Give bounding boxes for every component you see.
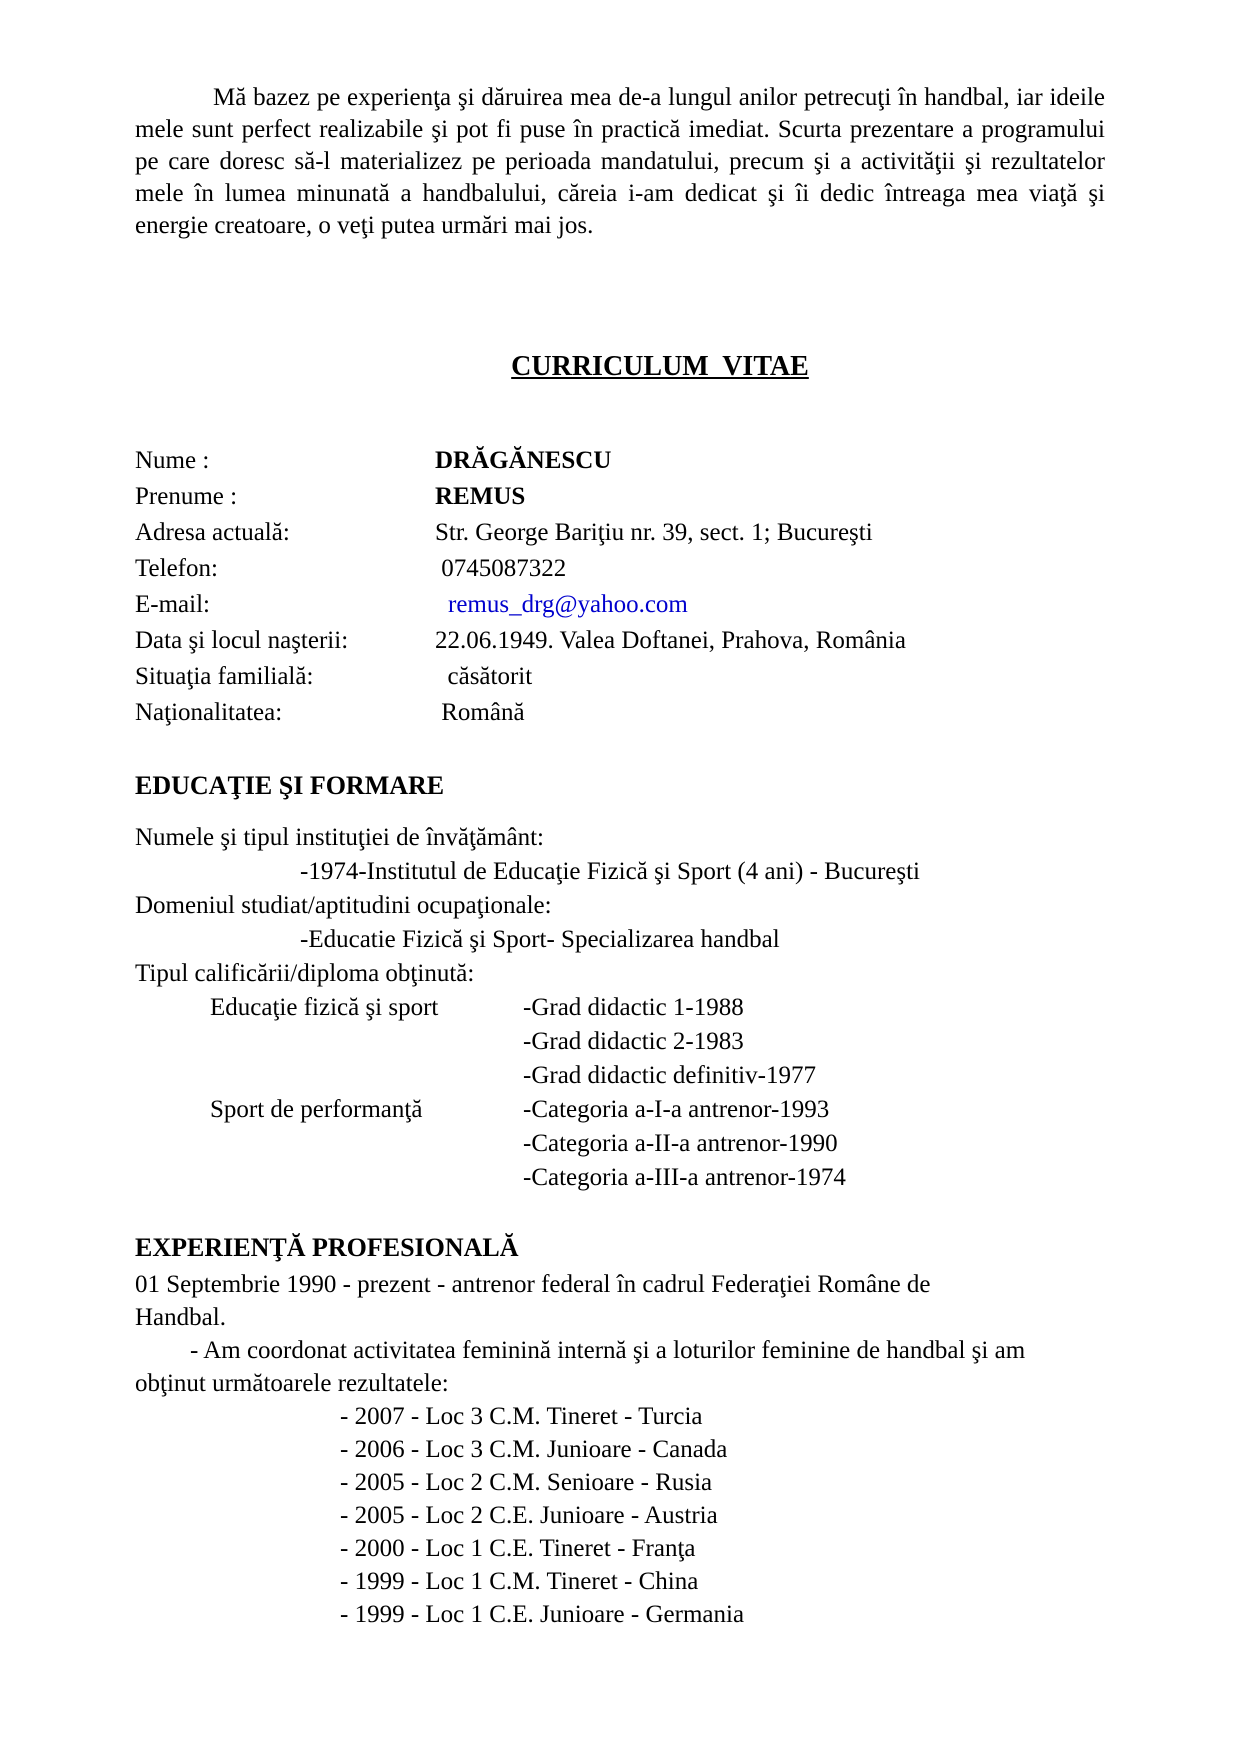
info-label-telefon: Telefon: [135, 555, 218, 582]
education-line-institution-label: Numele şi tipul instituţiei de învăţământ: [135, 824, 544, 851]
education-line-grad-1 [135, 991, 1105, 1025]
education-line-grad-2: -Grad didactic 2-1983 [523, 1028, 744, 1055]
info-value-nume: DRĂGĂNESCU [435, 447, 612, 474]
education-line-categoria-1 [135, 1093, 1105, 1127]
info-row-telefon [135, 551, 1105, 587]
info-value-email [435, 587, 688, 623]
info-label-familie: Situaţia familială: [135, 663, 314, 690]
result-item-2005-ce: - 2005 - Loc 2 C.E. Junioare - Austria [340, 1502, 718, 1529]
section-heading-education: EDUCAŢIE ŞI FORMARE [135, 771, 445, 800]
info-label-email: E-mail: [135, 591, 210, 618]
result-item-1999-ce: - 1999 - Loc 1 C.E. Junioare - Germania [340, 1601, 745, 1628]
info-value-nationalitate: Română [435, 699, 525, 726]
section-heading-experience: EXPERIENŢĂ PROFESIONALĂ [135, 1233, 519, 1262]
education-line-qualification-label: Tipul calificării/diploma obţinută: [135, 960, 475, 987]
result-item-2000: - 2000 - Loc 1 C.E. Tineret - Franţa [340, 1535, 696, 1562]
info-label-nationalitate: Naţionalitatea: [135, 699, 283, 726]
info-value-adresa: Str. George Bariţiu nr. 39, sect. 1; Bucureşti [435, 519, 873, 546]
info-row-adresa [135, 515, 1105, 551]
cv-title: CURRICULUM VITAE [511, 351, 809, 382]
education-line-institution: -1974-Institutul de Educaţie Fizică şi Sport (4 ani) - Bucureşti [300, 858, 920, 885]
info-row-email [135, 587, 1105, 623]
experience-section [135, 1268, 1105, 1631]
education-section [135, 821, 1105, 1195]
qualification-category-label: Sport de performanţă [210, 1096, 423, 1123]
result-item-2007: - 2007 - Loc 3 C.M. Tineret - Turcia [340, 1403, 703, 1430]
info-label-prenume: Prenume : [135, 483, 238, 510]
education-line-categoria-3: -Categoria a-III-a antrenor-1974 [523, 1164, 846, 1191]
intro-paragraph: Mă bazez pe experienţa şi dăruirea mea de-a lungul anilor petrecuţi în handbal, iar ideile mele sunt perfect realizabile şi pot fi puse în practică imediat. Scurta prezentare a programului pe care doresc să-l materializez pe perioada mandatului, precum şi a activităţii şi rezultatelor mele în lumea minunată a handbalului, căreia i-am dedicat şi îi dedic întreaga mea viaţă şi energie creatoare, o veţi putea urmări mai jos. [135, 84, 1105, 239]
info-label-nume: Nume : [135, 447, 210, 474]
email-link[interactable]: remus_drg@yahoo.com [448, 591, 688, 618]
info-row-nastere [135, 623, 1105, 659]
result-item-2006: - 2006 - Loc 3 C.M. Junioare - Canada [340, 1436, 728, 1463]
info-value-telefon: 0745087322 [435, 555, 567, 582]
qualification-value: -Grad didactic 1-1988 [523, 994, 744, 1021]
info-row-nume [135, 443, 1105, 479]
personal-info-section [135, 443, 1105, 731]
info-value-familie: căsătorit [435, 663, 533, 690]
education-line-categoria-2: -Categoria a-II-a antrenor-1990 [523, 1130, 838, 1157]
experience-job-line-1: 01 Septembrie 1990 - prezent - antrenor federal în cadrul Federaţiei Române de [135, 1271, 931, 1298]
info-value-prenume: REMUS [435, 483, 526, 510]
qualification-category-label: Educaţie fizică şi sport [210, 994, 439, 1021]
info-row-nationalitate [135, 695, 1105, 731]
info-value-nastere: 22.06.1949. Valea Doftanei, Prahova, România [435, 627, 906, 654]
result-item-1999-cm: - 1999 - Loc 1 C.M. Tineret - China [340, 1568, 699, 1595]
experience-coordination-line-2: obţinut următoarele rezultatele: [135, 1370, 449, 1397]
education-line-domain: -Educatie Fizică şi Sport- Specializarea handbal [300, 926, 780, 953]
info-row-prenume [135, 479, 1105, 515]
info-label-adresa: Adresa actuală: [135, 519, 290, 546]
cv-title-row [135, 350, 1105, 384]
education-line-domain-label: Domeniul studiat/aptitudini ocupaţionale: [135, 892, 552, 919]
experience-coordination-line-1: - Am coordonat activitatea feminină internă şi a loturilor feminine de handbal şi am [190, 1337, 1026, 1364]
result-item-2005-cm: - 2005 - Loc 2 C.M. Senioare - Rusia [340, 1469, 713, 1496]
education-line-grad-definitiv: -Grad didactic definitiv-1977 [523, 1062, 816, 1089]
qualification-value: -Categoria a-I-a antrenor-1993 [523, 1096, 830, 1123]
info-row-familie [135, 659, 1105, 695]
experience-job-line-2: Handbal. [135, 1304, 226, 1331]
info-label-nastere: Data şi locul naşterii: [135, 627, 349, 654]
